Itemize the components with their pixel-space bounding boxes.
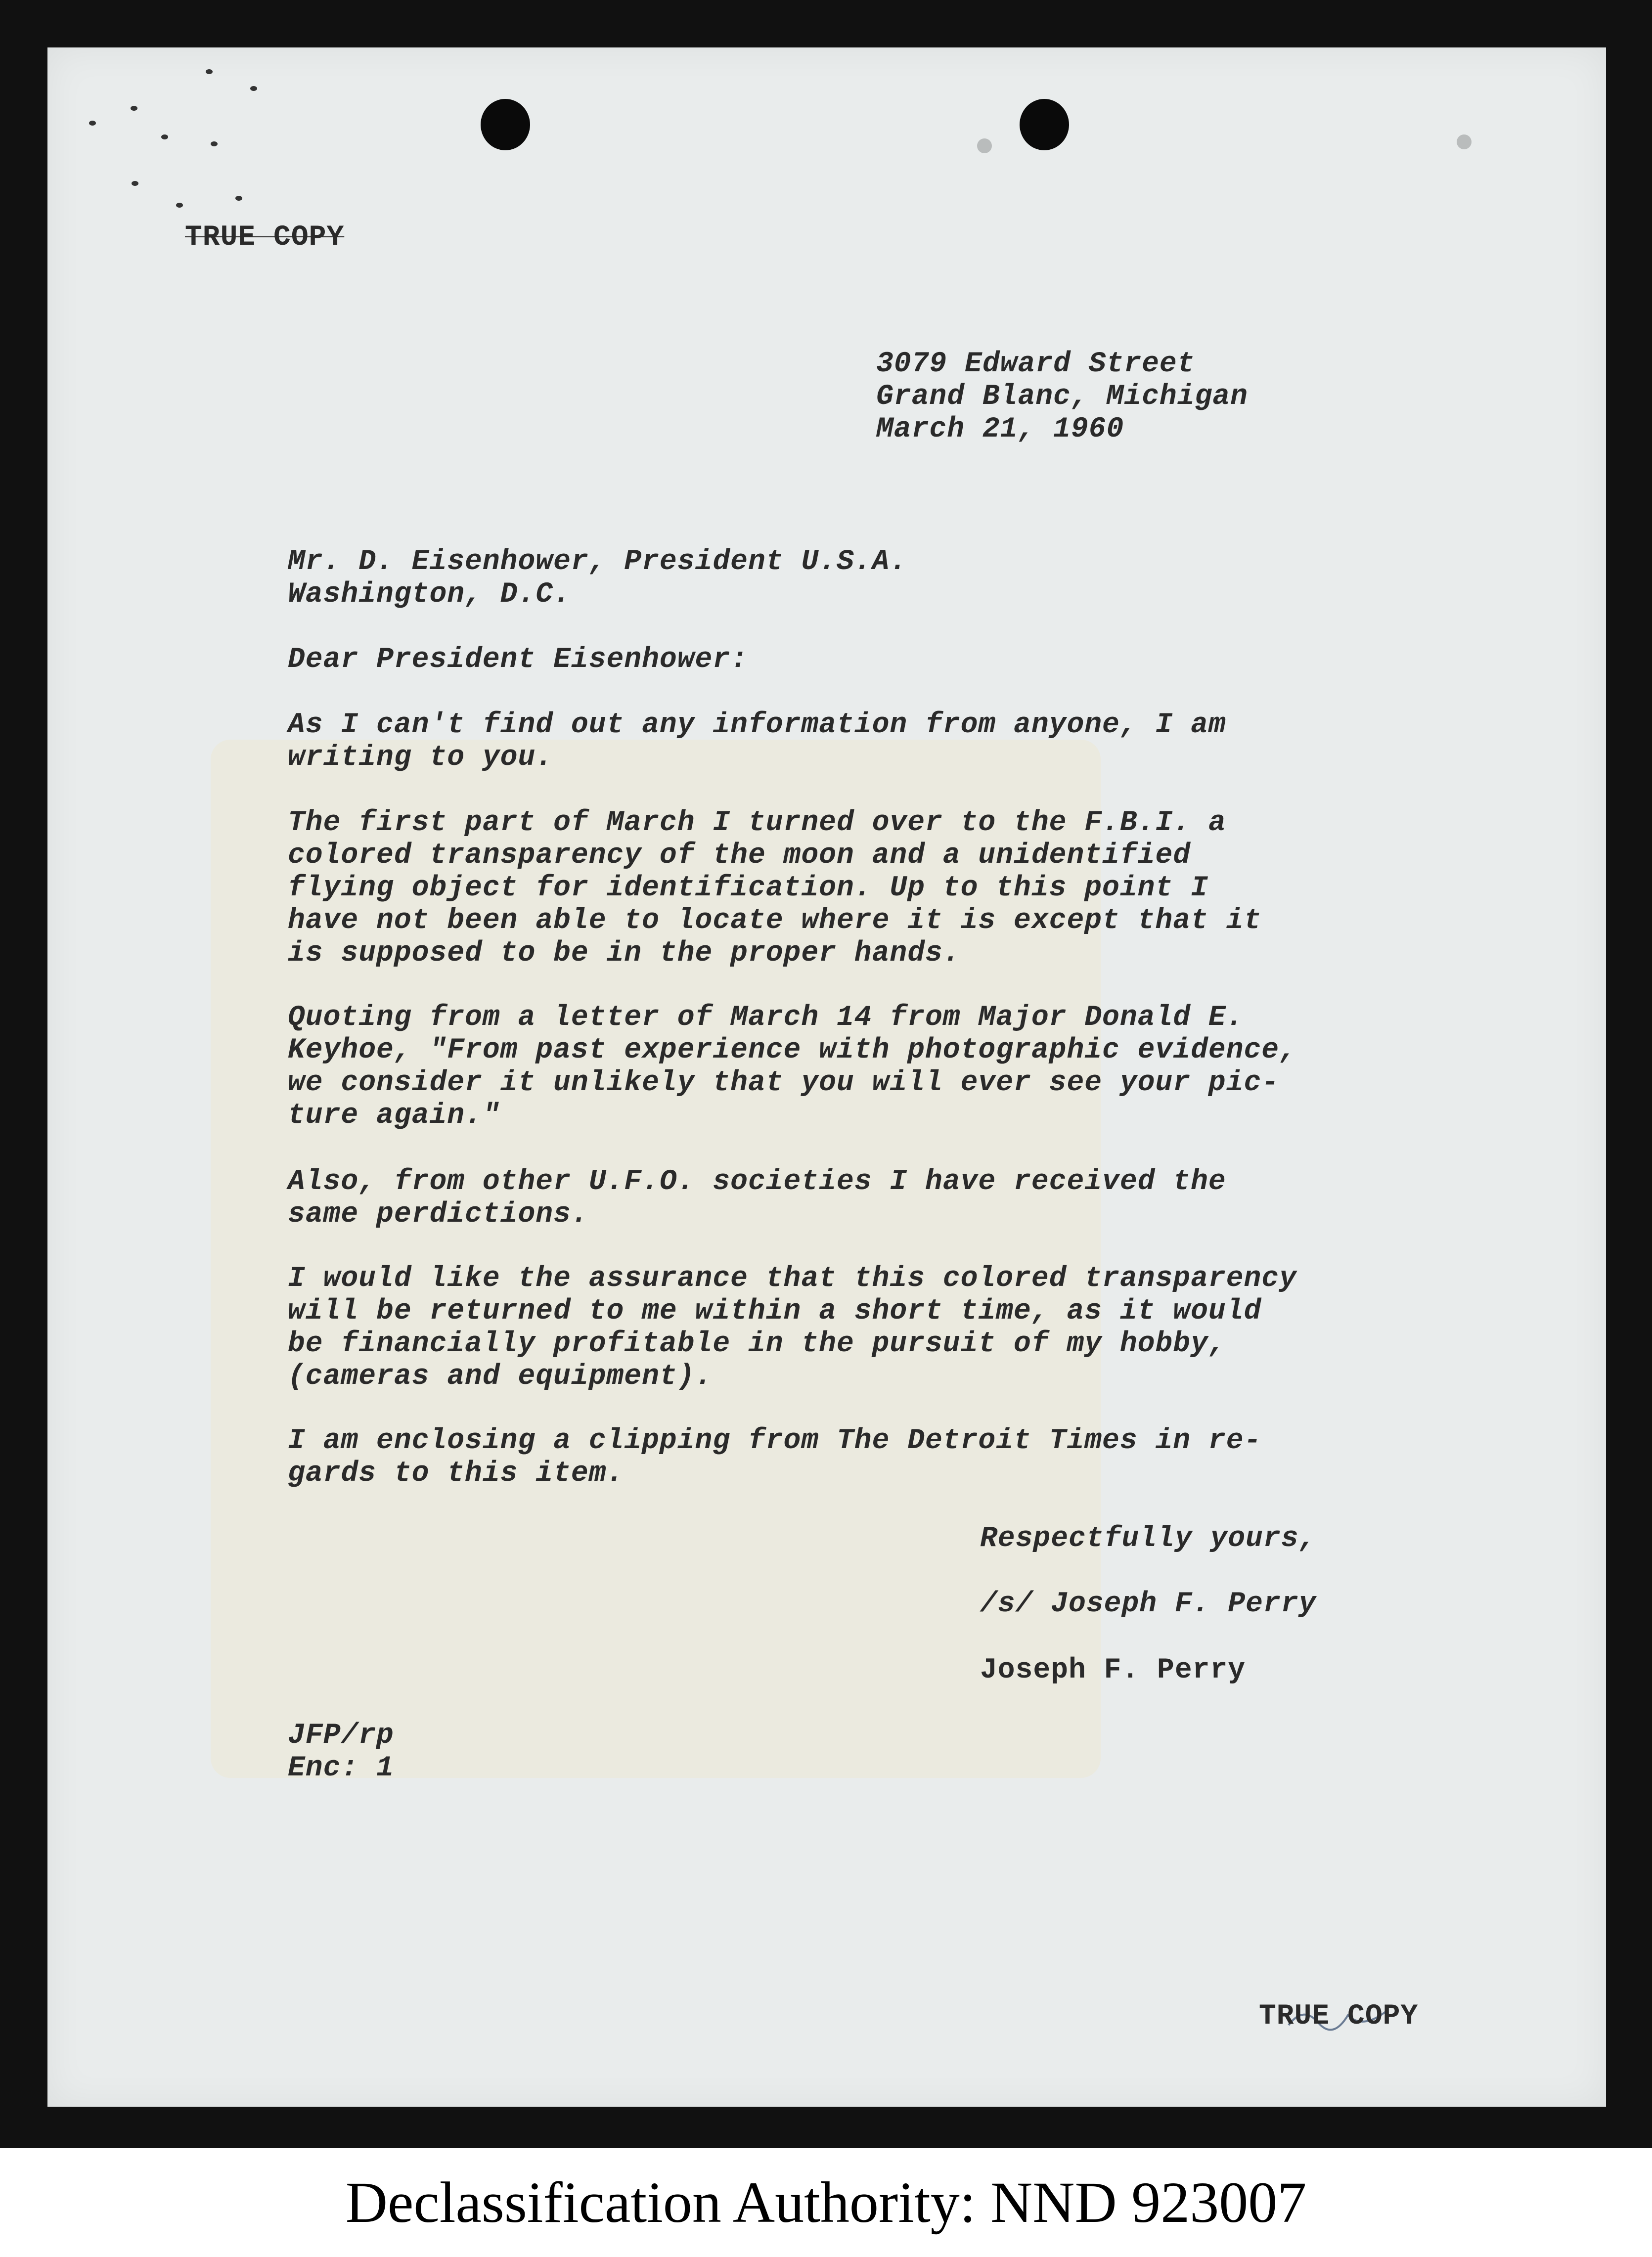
recipient-line-1: Mr. D. Eisenhower, President U.S.A. (288, 546, 908, 578)
paragraph-line: I am enclosing a clipping from The Detroit Times in re- (288, 1425, 1262, 1457)
punch-hole-left (481, 99, 530, 150)
letter-date: March 21, 1960 (876, 413, 1124, 445)
sender-city: Grand Blanc, Michigan (876, 381, 1248, 413)
paragraph-2 (288, 807, 1261, 970)
paragraph-line: writing to you. (288, 742, 554, 774)
paragraph-line: is supposed to be in the proper hands. (288, 937, 961, 970)
sender-street: 3079 Edward Street (876, 348, 1195, 380)
paragraph-line: Also, from other U.F.O. societies I have received the (288, 1166, 1226, 1198)
paper-blemish (1457, 134, 1472, 149)
paragraph-1 (288, 709, 1226, 774)
ink-speck (211, 141, 218, 146)
paragraph-line: have not been able to locate where it is except that it (288, 905, 1262, 937)
paragraph-line: will be returned to me within a short time, as it would (288, 1295, 1262, 1328)
paragraph-line: I would like the assurance that this colored transparency (288, 1263, 1297, 1295)
paragraph-line: same perdictions. (288, 1198, 589, 1231)
salutation: Dear President Eisenhower: (288, 644, 748, 676)
true-copy-header: TRUE COPY (185, 221, 345, 254)
ink-speck (132, 181, 138, 186)
sender-address (876, 348, 1248, 446)
ink-speck (161, 134, 168, 139)
punch-hole-right (1020, 99, 1069, 150)
typed-name: Joseph F. Perry (980, 1654, 1246, 1686)
paragraph-line: Quoting from a letter of March 14 from Major Donald E. (288, 1002, 1244, 1034)
closing: Respectfully yours, (980, 1523, 1317, 1555)
ink-speck (206, 69, 213, 74)
reference-initials: JFP/rp (288, 1720, 394, 1752)
paragraph-line: Keyhoe, "From past experience with photographic evidence, (288, 1034, 1297, 1066)
ink-speck (131, 106, 137, 111)
paper-blemish (977, 138, 992, 153)
ink-speck (176, 203, 183, 208)
letter-page (47, 47, 1606, 2107)
paragraph-line: The first part of March I turned over to the F.B.I. a (288, 807, 1226, 839)
paragraph-line: colored transparency of the moon and a unidentified (288, 840, 1191, 872)
ink-speck (89, 121, 96, 126)
declassification-caption: Declassification Authority: NND 923007 (0, 2148, 1652, 2257)
paragraph-3 (288, 1002, 1297, 1132)
true-copy-footer: TRUE COPY (1259, 2000, 1419, 2033)
paragraph-line: (cameras and equipment). (288, 1361, 713, 1393)
ink-speck (235, 196, 242, 201)
paragraph-line: we consider it unlikely that you will ever see your pic- (288, 1067, 1280, 1099)
paragraph-line: As I can't find out any information from anyone, I am (288, 709, 1226, 741)
enclosure-note: Enc: 1 (288, 1752, 394, 1784)
paragraph-line: flying object for identification. Up to this point I (288, 872, 1208, 904)
recipient-address (288, 546, 907, 611)
reference-block (288, 1720, 394, 1785)
paragraph-line: ture again." (288, 1100, 500, 1132)
paragraph-6 (288, 1425, 1261, 1490)
paragraph-line: be financially profitable in the pursuit of my hobby, (288, 1328, 1226, 1360)
paragraph-line: gards to this item. (288, 1458, 625, 1490)
paragraph-4 (288, 1166, 1226, 1231)
recipient-line-2: Washington, D.C. (288, 578, 571, 611)
paragraph-5 (288, 1263, 1297, 1393)
ink-speck (250, 86, 257, 91)
signature-line: /s/ Joseph F. Perry (980, 1588, 1317, 1620)
